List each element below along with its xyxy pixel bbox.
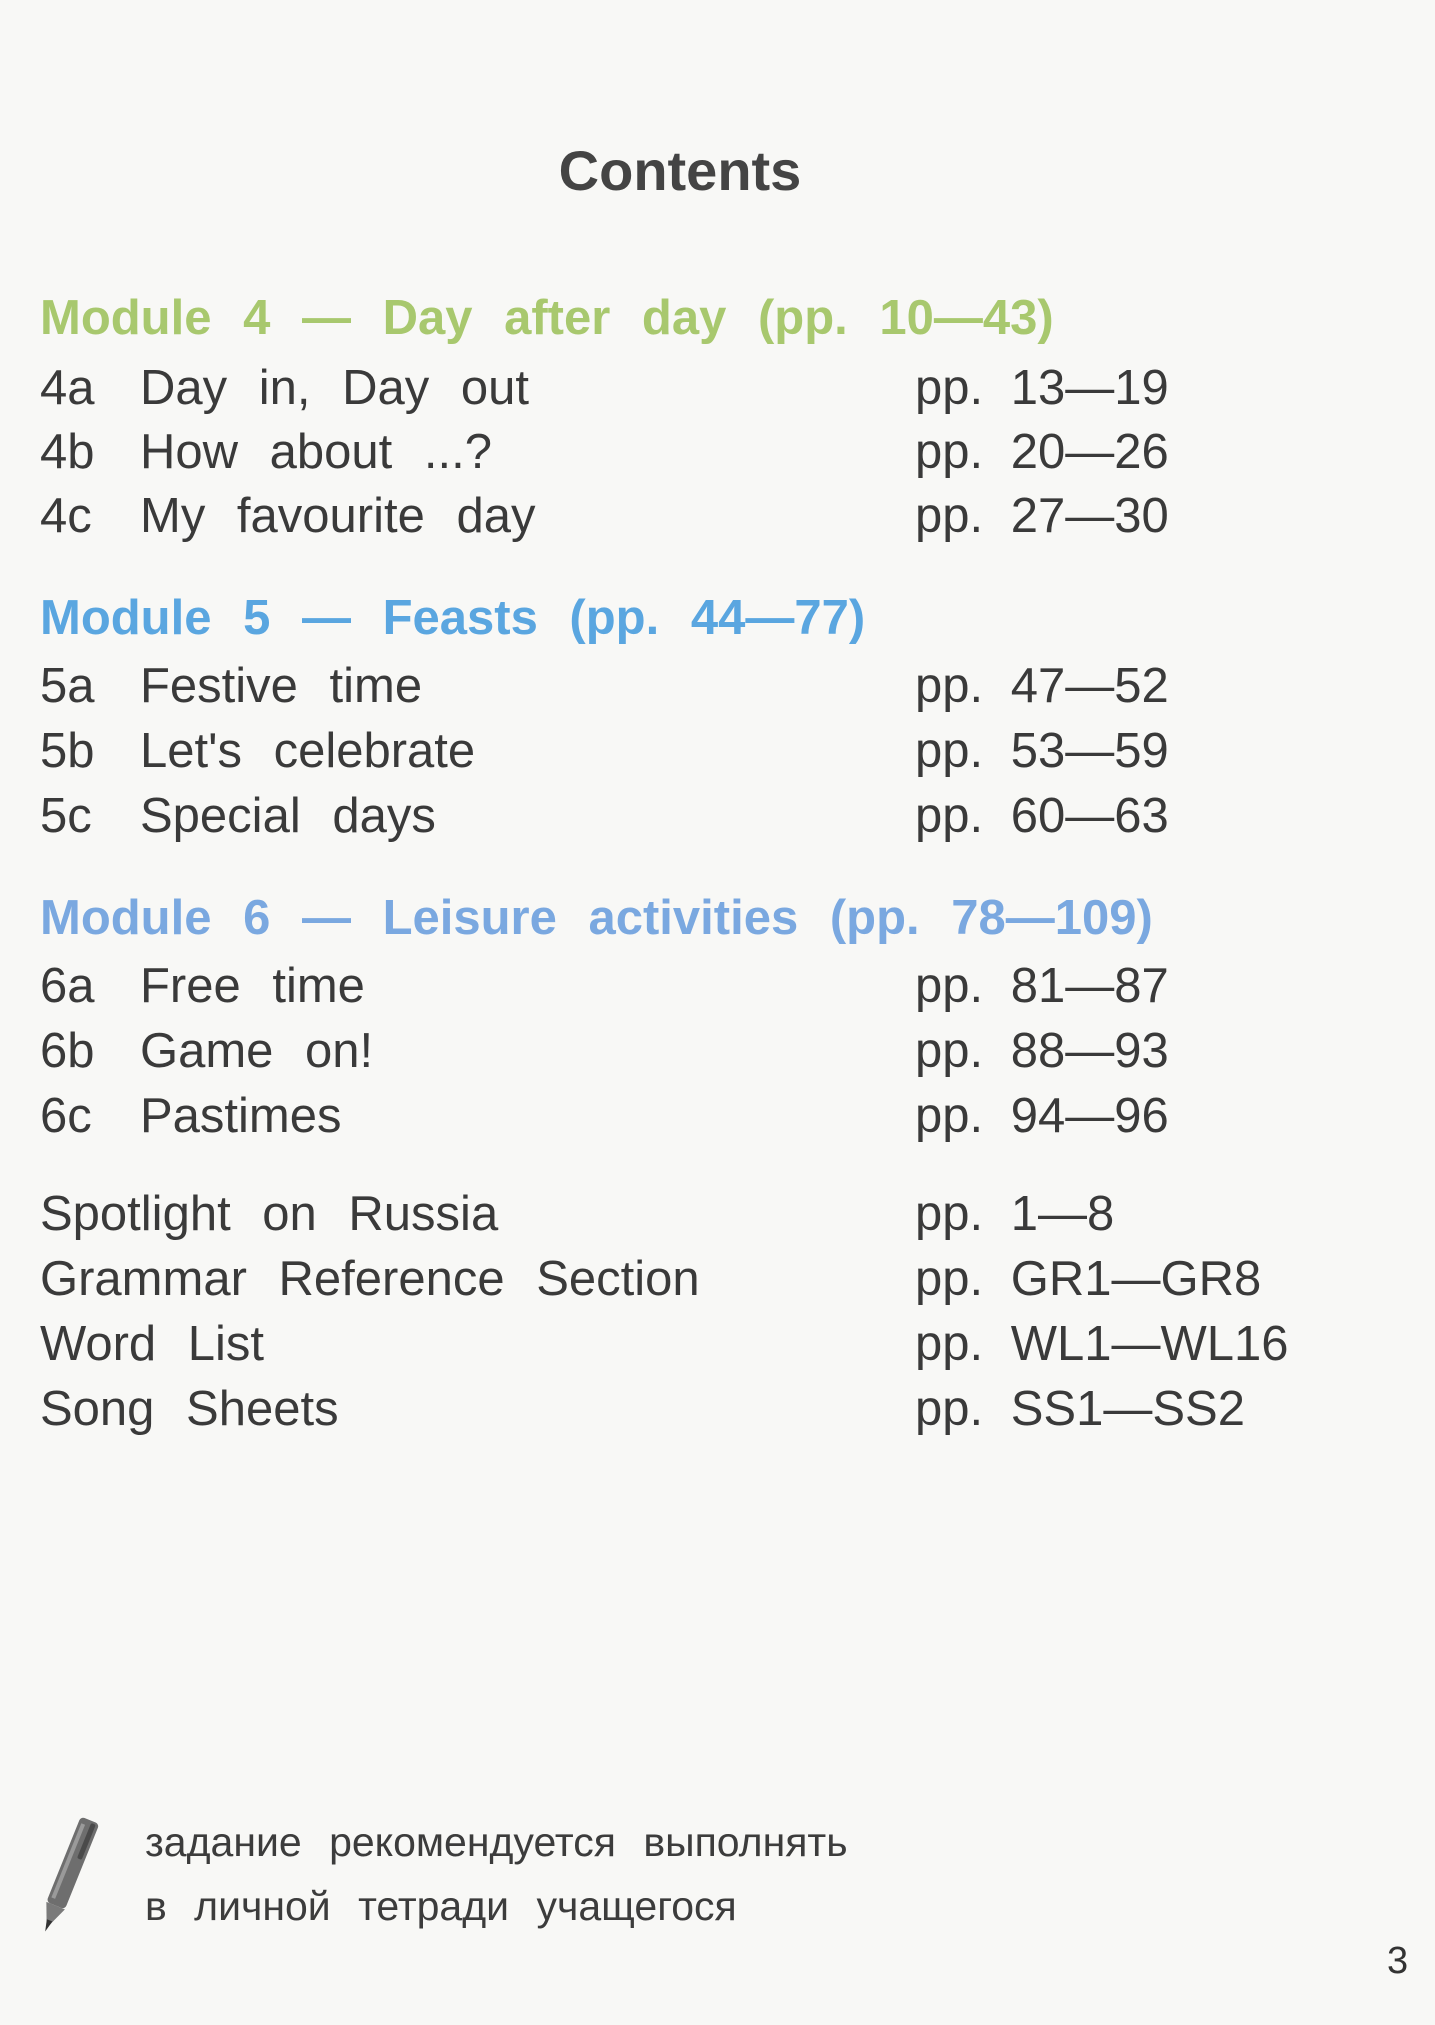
note-line-2: в личной тетради учащегося <box>145 1883 737 1929</box>
unit-pages: pp. 13—19 <box>915 361 1169 415</box>
unit-code: 5b <box>40 724 95 778</box>
toc-row-5b <box>40 723 1420 785</box>
section-name: Song Sheets <box>40 1382 339 1436</box>
toc-row-grammar <box>40 1251 1420 1313</box>
section-name: Word List <box>40 1317 265 1371</box>
toc-row-word-list <box>40 1316 1420 1378</box>
toc-row-spotlight <box>40 1186 1420 1248</box>
toc-row-4b <box>40 424 1420 486</box>
unit-pages: pp. 27—30 <box>915 489 1169 543</box>
unit-pages: pp. 94—96 <box>915 1089 1169 1143</box>
unit-code: 6c <box>40 1089 92 1143</box>
unit-name: Free time <box>140 959 365 1013</box>
page-number: 3 <box>1387 1940 1409 1982</box>
section-pages: pp. WL1—WL16 <box>915 1317 1289 1371</box>
section-pages: pp. 1—8 <box>915 1187 1115 1241</box>
section-pages: pp. SS1—SS2 <box>915 1382 1245 1436</box>
module-6-heading: Module 6 — Leisure activities (pp. 78—109) <box>40 891 1153 945</box>
unit-pages: pp. 60—63 <box>915 789 1169 843</box>
unit-name: Let's celebrate <box>140 724 476 778</box>
toc-row-5c <box>40 788 1420 850</box>
unit-code: 5c <box>40 789 92 843</box>
toc-row-6a <box>40 958 1420 1020</box>
unit-code: 6a <box>40 959 95 1013</box>
toc-row-4a <box>40 360 1420 422</box>
notebook-note <box>145 1810 848 1938</box>
unit-name: Pastimes <box>140 1089 342 1143</box>
unit-code: 4c <box>40 489 92 543</box>
module-4-heading: Module 4 — Day after day (pp. 10—43) <box>40 291 1054 345</box>
toc-row-6c <box>40 1088 1420 1150</box>
unit-pages: pp. 81—87 <box>915 959 1169 1013</box>
unit-name: Game on! <box>140 1024 374 1078</box>
unit-name: How about ...? <box>140 425 492 479</box>
page-title: Contents <box>558 139 802 202</box>
section-name: Grammar Reference Section <box>40 1252 700 1306</box>
unit-pages: pp. 88—93 <box>915 1024 1169 1078</box>
unit-name: Festive time <box>140 659 423 713</box>
unit-name: Day in, Day out <box>140 361 529 415</box>
pen-icon <box>28 1808 108 1943</box>
unit-pages: pp. 47—52 <box>915 659 1169 713</box>
unit-code: 4b <box>40 425 95 479</box>
toc-row-song-sheets <box>40 1381 1420 1443</box>
toc-row-4c <box>40 488 1420 550</box>
note-line-1: задание рекомендуется выполнять <box>145 1819 848 1865</box>
toc-row-6b <box>40 1023 1420 1085</box>
unit-pages: pp. 53—59 <box>915 724 1169 778</box>
toc-row-5a <box>40 658 1420 720</box>
unit-name: Special days <box>140 789 436 843</box>
unit-code: 4a <box>40 361 95 415</box>
unit-code: 5a <box>40 659 95 713</box>
module-5-heading: Module 5 — Feasts (pp. 44—77) <box>40 591 866 645</box>
unit-name: My favourite day <box>140 489 536 543</box>
unit-code: 6b <box>40 1024 95 1078</box>
section-pages: pp. GR1—GR8 <box>915 1252 1262 1306</box>
unit-pages: pp. 20—26 <box>915 425 1169 479</box>
section-name: Spotlight on Russia <box>40 1187 499 1241</box>
